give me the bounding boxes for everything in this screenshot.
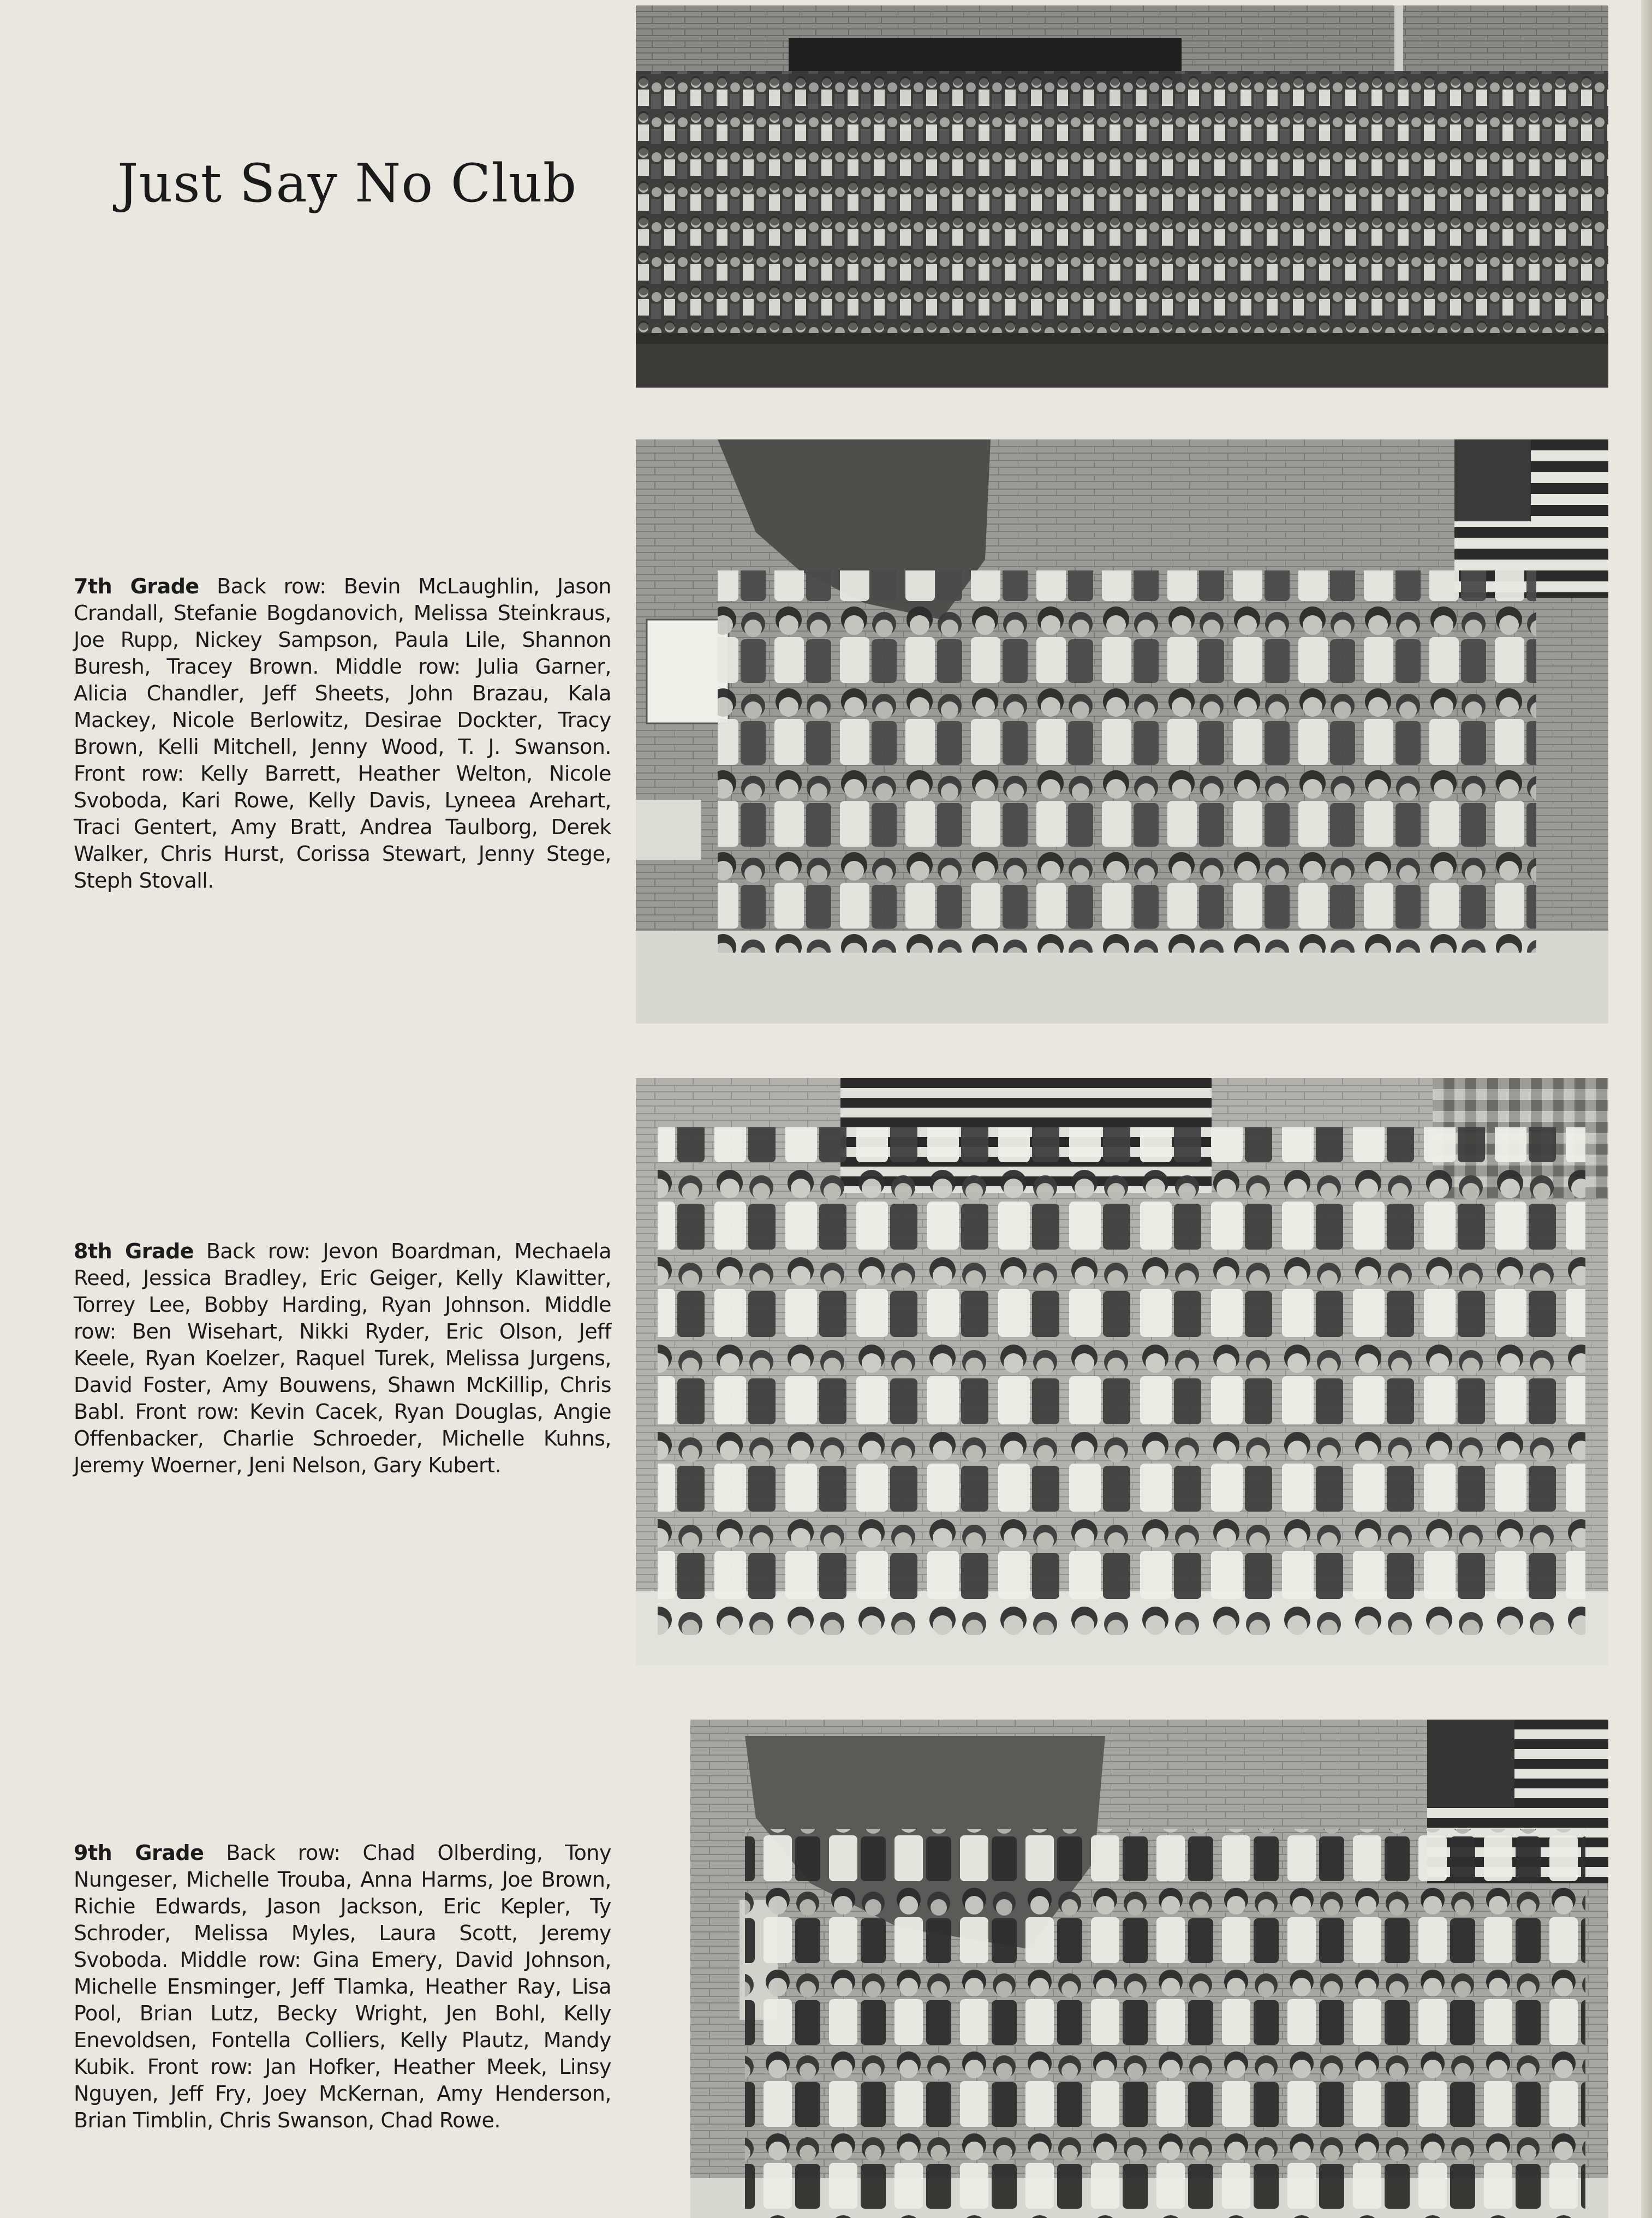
names-list: Back row: Jevon Boardman, Mechaela Reed, Jessica Bradley, Eric Geiger, Kelly Klawitter, Torrey Lee, Bobby Harding, Ryan Johnson. Middle row: Ben Wisehart, Nikki Ryder, Eric Olson, Jeff Keele, Ryan Koelzer, Raquel Turek, Melissa Jurgens, David Foster, Amy Bouwens, Shawn McKillip, Chris Babl. Front row: Kevin Cacek, Ryan Douglas, Angie Offenbacker, Charlie Schroeder, Michelle Kuhns, Jeremy Woerner, Jeni Nelson, Gary Kubert.	[74, 1239, 611, 1477]
caption-8th-grade	[74, 1238, 611, 1479]
page-title: Just Say No Club	[117, 153, 577, 214]
page-edge	[1641, 0, 1652, 2218]
grade-label: 9th Grade	[74, 1841, 204, 1865]
grade-label: 7th Grade	[74, 574, 199, 598]
9th-grade-photo	[690, 1720, 1608, 2218]
names-list: Back row: Bevin McLaughlin, Jason Crandall, Stefanie Bogdanovich, Melissa Steinkraus, Joe Rupp, Nickey Sampson, Paula Lile, Shannon Buresh, Tracey Brown. Middle row: Julia Garner, Alicia Chandler, Jeff Sheets, John Brazau, Kala Mackey, Nicole Berlowitz, Desirae Dockter, Tracy Brown, Kelli Mitchell, Jenny Wood, T. J. Swanson. Front row: Kelly Barrett, Heather Welton, Nicole Svoboda, Kari Rowe, Kelly Davis, Lyneea Arehart, Traci Gentert, Amy Bratt, Andrea Taulborg, Derek Walker, Chris Hurst, Corissa Stewart, Jenny Stege, Steph Stovall.	[74, 574, 611, 893]
names-list: Back row: Chad Olberding, Tony Nungeser, Michelle Trouba, Anna Harms, Joe Brown, Richie Edwards, Jason Jackson, Eric Kepler, Ty Schroder, Melissa Myles, Laura Scott, Jeremy Svoboda. Middle row: Gina Emery, David Johnson, Michelle Ensminger, Jeff Tlamka, Heather Ray, Lisa Pool, Brian Lutz, Becky Wright, Jen Bohl, Kelly Enevoldsen, Fontella Colliers, Kelly Plautz, Mandy Kubik. Front row: Jan Hofker, Heather Meek, Linsy Nguyen, Jeff Fry, Joey McKernan, Amy Henderson, Brian Timblin, Chris Swanson, Chad Rowe.	[74, 1841, 611, 2132]
8th-grade-photo	[636, 1078, 1608, 1665]
club-group-photo	[636, 5, 1608, 388]
caption-7th-grade	[74, 573, 611, 894]
7th-grade-photo	[636, 439, 1608, 1024]
grade-label: 8th Grade	[74, 1239, 194, 1263]
caption-9th-grade	[74, 1840, 611, 2134]
